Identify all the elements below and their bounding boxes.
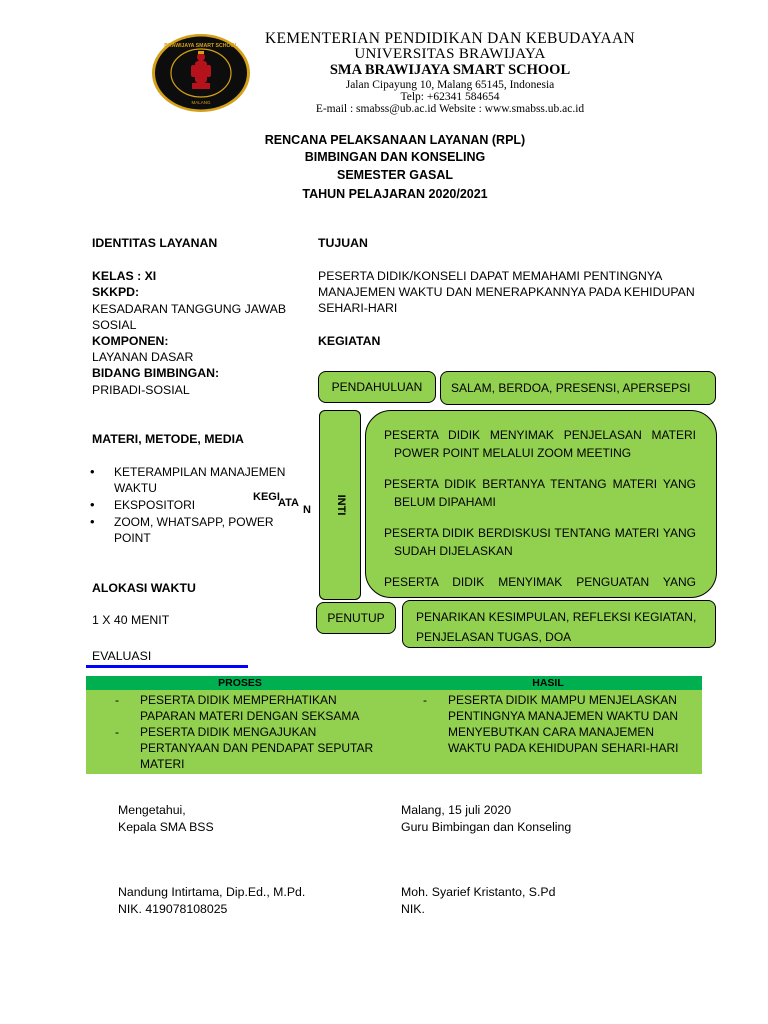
kegiatan-vertical-2: ATA xyxy=(278,497,299,509)
evaluasi-underline xyxy=(86,665,248,668)
penutup-box xyxy=(316,602,396,634)
skkpd-label: SKKPD: xyxy=(92,285,140,299)
sign-right-name: Moh. Syarief Kristanto, S.Pd xyxy=(401,885,556,899)
header-school: SMA BRAWIJAYA SMART SCHOOL xyxy=(329,62,571,78)
penutup-line-2: PENJELASAN TUGAS, DOA xyxy=(416,630,572,644)
logo-bottom-text: MALANG xyxy=(191,100,211,105)
inti-box xyxy=(319,410,361,600)
sign-left-name: Nandung Intirtama, Dip.Ed., M.Pd. xyxy=(118,885,306,899)
header-address: Jalan Cipayung 10, Malang 65145, Indonesia xyxy=(345,79,555,91)
dash-icon: - xyxy=(115,693,119,707)
pendahuluan-box xyxy=(318,371,436,403)
list-item: • KETERAMPILAN MANAJEMEN WAKTU xyxy=(114,464,298,496)
title-line-4: TAHUN PELAJARAN 2020/2021 xyxy=(302,187,488,201)
hasil-item-1: - PESERTA DIDIK MAMPU MENJELASKAN PENTINGNYA MANAJEMEN WAKTU DAN MENYEBUTKAN CARA MANAJEMEN WAKTU PADA KEHIDUPAN SEHARI-HARI xyxy=(423,693,679,755)
inti-line-2: POWER POINT MELALUI ZOOM MEETING xyxy=(394,446,632,460)
komponen-label: KOMPONEN: xyxy=(92,334,169,348)
inti-line-6: SUDAH DIJELASKAN xyxy=(394,544,513,558)
alokasi-heading: ALOKASI WAKTU xyxy=(92,581,196,595)
sign-left-nik: NIK. 419078108025 xyxy=(118,902,228,916)
sign-right-nik: NIK. xyxy=(401,902,425,916)
dash-icon: - xyxy=(115,725,119,739)
komponen-value: LAYANAN DASAR xyxy=(92,350,194,364)
pendahuluan-label: PENDAHULUAN xyxy=(331,380,423,394)
kegiatan-vertical-1: KEGI xyxy=(253,491,280,503)
list-item: • EKSPOSITORI xyxy=(114,497,298,513)
dash-icon: - xyxy=(423,693,427,707)
title-line-1: RENCANA PELAKSANAAN LAYANAN (RPL) xyxy=(264,133,526,147)
header-contact: E-mail : smabss@ub.ac.id Website : www.smabss.ub.ac.id xyxy=(315,103,585,115)
evaluasi-heading: EVALUASI xyxy=(92,649,152,663)
penutup-line-1: PENARIKAN KESIMPULAN, REFLEKSI KEGIATAN, xyxy=(416,610,697,624)
inti-line-7: PESERTA DIDIK MENYIMAK PENGUATAN YANG xyxy=(384,575,696,589)
skkpd-value-2: SOSIAL xyxy=(92,318,137,332)
inti-line-1: PESERTA DIDIK MENYIMAK PENJELASAN MATERI xyxy=(384,428,696,442)
school-logo xyxy=(150,32,252,114)
evaluasi-table-header xyxy=(86,676,702,690)
sign-left-line-1: Mengetahui, xyxy=(118,803,186,817)
kelas-label: KELAS : XI xyxy=(92,269,157,283)
penutup-label: PENUTUP xyxy=(327,611,385,625)
kegiatan-heading: KEGIATAN xyxy=(318,334,381,348)
bidang-value: PRIBADI-SOSIAL xyxy=(92,383,190,397)
proses-item-1: - PESERTA DIDIK MEMPERHATIKAN PAPARAN MATERI DENGAN SEKSAMA xyxy=(115,693,360,723)
penutup-value-box xyxy=(402,600,716,648)
header-hasil: HASIL xyxy=(532,677,564,689)
sign-left-line-2: Kepala SMA BSS xyxy=(118,820,214,834)
header-university: UNIVERSITAS BRAWIJAYA xyxy=(354,46,546,62)
skkpd-value-1: KESADARAN TANGGUNG JAWAB xyxy=(92,302,287,316)
title-line-3: SEMESTER GASAL xyxy=(337,168,453,182)
pendahuluan-value: SALAM, BERDOA, PRESENSI, APERSEPSI xyxy=(451,381,691,395)
header-proses: PROSES xyxy=(218,677,262,689)
title-line-2: BIMBINGAN DAN KONSELING xyxy=(304,150,486,164)
pendahuluan-value-box xyxy=(440,371,716,405)
bidang-label: BIDANG BIMBINGAN: xyxy=(92,366,220,380)
logo-top-text: BRAWIJAYA SMART SCHOOL xyxy=(164,43,238,49)
materi-heading: MATERI, METODE, MEDIA xyxy=(92,432,244,446)
inti-line-4: BELUM DIPAHAMI xyxy=(394,495,496,509)
inti-label: INTI xyxy=(335,494,347,516)
inti-content-box xyxy=(365,410,717,598)
tujuan-line-1: PESERTA DIDIK/KONSELI DAPAT MEMAHAMI PENTINGNYA xyxy=(318,269,663,283)
list-item: • ZOOM, WHATSAPP, POWER POINT xyxy=(114,514,298,546)
inti-line-3: PESERTA DIDIK BERTANYA TENTANG MATERI YANG xyxy=(384,477,696,491)
materi-list xyxy=(88,464,298,547)
tujuan-line-2: MANAJEMEN WAKTU DAN MENERAPKANNYA PADA KEHIDUPAN xyxy=(318,285,695,299)
sign-right-line-2: Guru Bimbingan dan Konseling xyxy=(401,820,572,834)
inti-line-5: PESERTA DIDIK BERDISKUSI TENTANG MATERI YANG xyxy=(384,526,696,540)
header-phone: Telp: +62341 584654 xyxy=(400,91,500,103)
tujuan-heading: TUJUAN xyxy=(318,236,368,250)
proses-item-2: - PESERTA DIDIK MENGAJUKAN PERTANYAAN DAN PENDAPAT SEPUTAR MATERI xyxy=(115,725,374,771)
tujuan-line-3: SEHARI-HARI xyxy=(318,301,398,315)
identitas-heading: IDENTITAS LAYANAN xyxy=(92,236,218,250)
header-ministry: KEMENTERIAN PENDIDIKAN DAN KEBUDAYAAN xyxy=(264,30,636,47)
kegiatan-vertical-3: N xyxy=(303,504,311,516)
sign-right-line-1: Malang, 15 juli 2020 xyxy=(401,803,512,817)
alokasi-value: 1 X 40 MENIT xyxy=(92,613,170,627)
